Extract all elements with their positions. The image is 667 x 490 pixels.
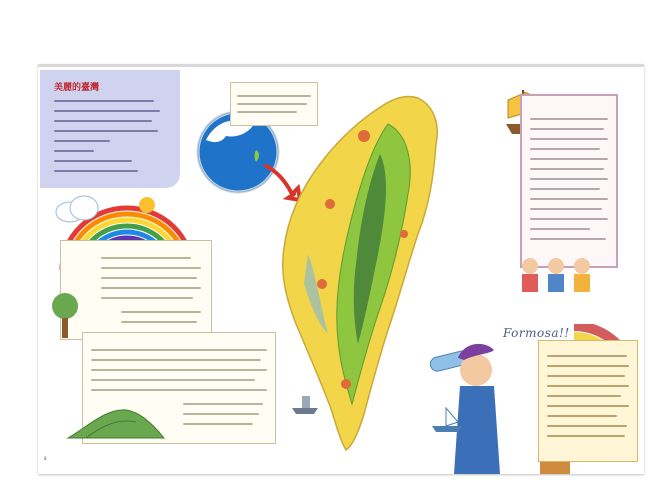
- page-title: 美麗的臺灣: [54, 83, 100, 93]
- panel-text-line: [91, 379, 255, 381]
- cloud-icon: [52, 192, 102, 226]
- panel-text-line: [101, 297, 193, 299]
- panel-text-line: [547, 435, 625, 437]
- panel-text-line: [547, 365, 629, 367]
- panel-text-line: [91, 369, 267, 371]
- panel-text-line: [183, 403, 263, 405]
- history-info-panel: [538, 340, 638, 462]
- intro-text-line: [54, 140, 110, 142]
- panel-text-line: [101, 267, 201, 269]
- panel-text-line: [101, 287, 201, 289]
- intro-text-line: [54, 120, 152, 122]
- tree-illustration: [50, 290, 80, 340]
- panel-text-line: [121, 311, 201, 313]
- culture-info-panel: [520, 94, 618, 268]
- panel-text-line: [530, 158, 608, 160]
- panel-text-line: [530, 118, 608, 120]
- panel-text-line: [183, 423, 253, 425]
- panel-text-line: [183, 413, 259, 415]
- panel-text-line: [91, 359, 261, 361]
- panel-text-line: [530, 188, 600, 190]
- panel-text-line: [91, 349, 267, 351]
- sun-icon: [134, 192, 160, 218]
- panel-text-line: [547, 375, 625, 377]
- panel-text-line: [101, 257, 191, 259]
- intro-text-line: [54, 110, 160, 112]
- panel-text-line: [547, 395, 621, 397]
- intro-text-line: [54, 170, 138, 172]
- intro-text-line: [54, 160, 132, 162]
- panel-text-line: [530, 178, 608, 180]
- panel-text-line: [530, 208, 602, 210]
- intro-text-line: [54, 130, 158, 132]
- mountain-cross-section: [66, 398, 166, 444]
- panel-text-line: [547, 355, 627, 357]
- panel-text-line: [530, 218, 608, 220]
- panel-text-line: [101, 277, 197, 279]
- page-top-edge: [38, 64, 644, 67]
- panel-text-line: [530, 138, 608, 140]
- panel-text-line: [547, 385, 629, 387]
- panel-text-line: [530, 198, 608, 200]
- panel-text-line: [530, 238, 606, 240]
- children-illustration: [516, 254, 600, 294]
- title-panel: [40, 70, 180, 188]
- page-number: 8: [44, 456, 47, 461]
- climate-info-panel: [60, 240, 212, 340]
- intro-text-line: [54, 100, 154, 102]
- intro-text-line: [54, 150, 94, 152]
- panel-text-line: [530, 228, 590, 230]
- panel-text-line: [121, 321, 197, 323]
- panel-text-line: [547, 425, 627, 427]
- formosa-label: Formosa!!: [503, 326, 570, 340]
- panel-text-line: [91, 389, 267, 391]
- ship-icon: [290, 390, 320, 416]
- panel-text-line: [547, 405, 629, 407]
- ship-icon: [430, 404, 464, 434]
- panel-text-line: [530, 168, 604, 170]
- panel-text-line: [547, 415, 617, 417]
- panel-text-line: [530, 128, 604, 130]
- panel-text-line: [530, 148, 600, 150]
- atlas-spread: [38, 64, 644, 474]
